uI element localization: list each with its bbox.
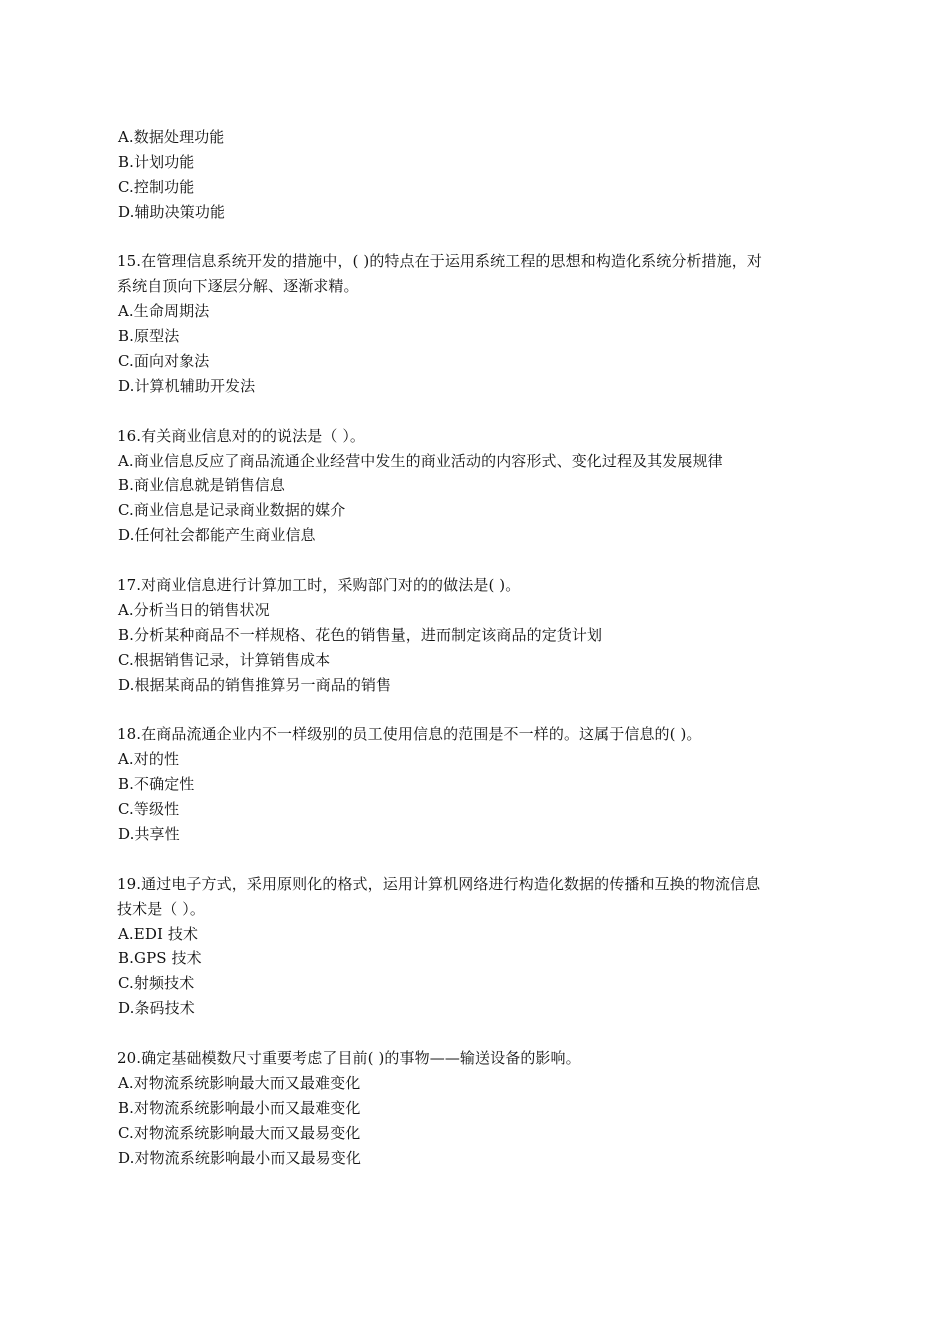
question-19 [117, 872, 837, 1021]
option-d: D.共享性 [118, 824, 180, 843]
question-stem: 19.通过电子方式，采用原则化的格式，运用计算机网络进行构造化数据的传播和互换的物流信息 [117, 874, 761, 893]
question-stem: 20.确定基础模数尺寸重要考虑了目前( )的事物——输送设备的影响。 [117, 1048, 581, 1067]
document-body [117, 125, 837, 1170]
option-c: C.商业信息是记录商业数据的媒介 [118, 501, 346, 520]
option-d: D.对物流系统影响最小而又最易变化 [118, 1148, 361, 1167]
option-a: A.EDI 技术 [118, 924, 199, 943]
question-17 [117, 573, 837, 697]
option-b: B.商业信息就是销售信息 [118, 476, 285, 495]
option-c: C.根据销售记录，计算销售成本 [118, 650, 331, 669]
option-b: B.计划功能 [118, 152, 195, 171]
spacer [117, 697, 837, 722]
option-b: B.原型法 [118, 327, 180, 346]
spacer [117, 847, 837, 872]
option-d: D.条码技术 [118, 999, 195, 1018]
option-c: C.等级性 [118, 800, 180, 819]
question-stem-continued: 技术是（ ）。 [117, 899, 205, 918]
spacer [117, 1021, 837, 1046]
option-d: D.任何社会都能产生商业信息 [118, 526, 316, 545]
question-stem-continued: 系统自顶向下逐层分解、逐渐求精。 [117, 277, 359, 296]
option-a: A.生命周期法 [118, 302, 210, 321]
option-a: A.商业信息反应了商品流通企业经营中发生的商业活动的内容形式、变化过程及其发展规律 [118, 451, 723, 470]
option-d: D.计算机辅助开发法 [118, 376, 256, 395]
option-b: B.分析某种商品不一样规格、花色的销售量，进而制定该商品的定货计划 [118, 625, 603, 644]
option-c: C.射频技术 [118, 974, 195, 993]
option-a: A.对物流系统影响最大而又最难变化 [118, 1073, 361, 1092]
question-14-options [117, 125, 837, 225]
spacer [117, 548, 837, 573]
spacer [117, 225, 837, 250]
question-15 [117, 249, 837, 398]
option-c: C.面向对象法 [118, 352, 210, 371]
question-18 [117, 722, 837, 846]
option-b: B.对物流系统影响最小而又最难变化 [118, 1098, 361, 1117]
option-a: A.对的性 [118, 750, 180, 769]
option-d: D.根据某商品的销售推算另一商品的销售 [118, 675, 392, 694]
question-stem: 17.对商业信息进行计算加工时，采购部门对的的做法是( )。 [117, 576, 521, 595]
option-c: C.对物流系统影响最大而又最易变化 [118, 1123, 361, 1142]
option-c: C.控制功能 [118, 177, 195, 196]
question-stem: 16.有关商业信息对的的说法是（ ）。 [117, 426, 366, 445]
option-a: A.分析当日的销售状况 [118, 600, 270, 619]
option-d: D.辅助决策功能 [118, 202, 226, 221]
question-stem: 15.在管理信息系统开发的措施中，( )的特点在于运用系统工程的思想和构造化系统分析措施，对 [117, 252, 762, 271]
question-16 [117, 424, 837, 548]
spacer [117, 399, 837, 424]
option-b: B.不确定性 [118, 775, 195, 794]
option-a: A.数据处理功能 [118, 128, 225, 146]
question-stem: 18.在商品流通企业内不一样级别的员工使用信息的范围是不一样的。这属于信息的( )。 [117, 725, 702, 744]
question-20 [117, 1046, 837, 1170]
option-b: B.GPS 技术 [118, 949, 202, 968]
